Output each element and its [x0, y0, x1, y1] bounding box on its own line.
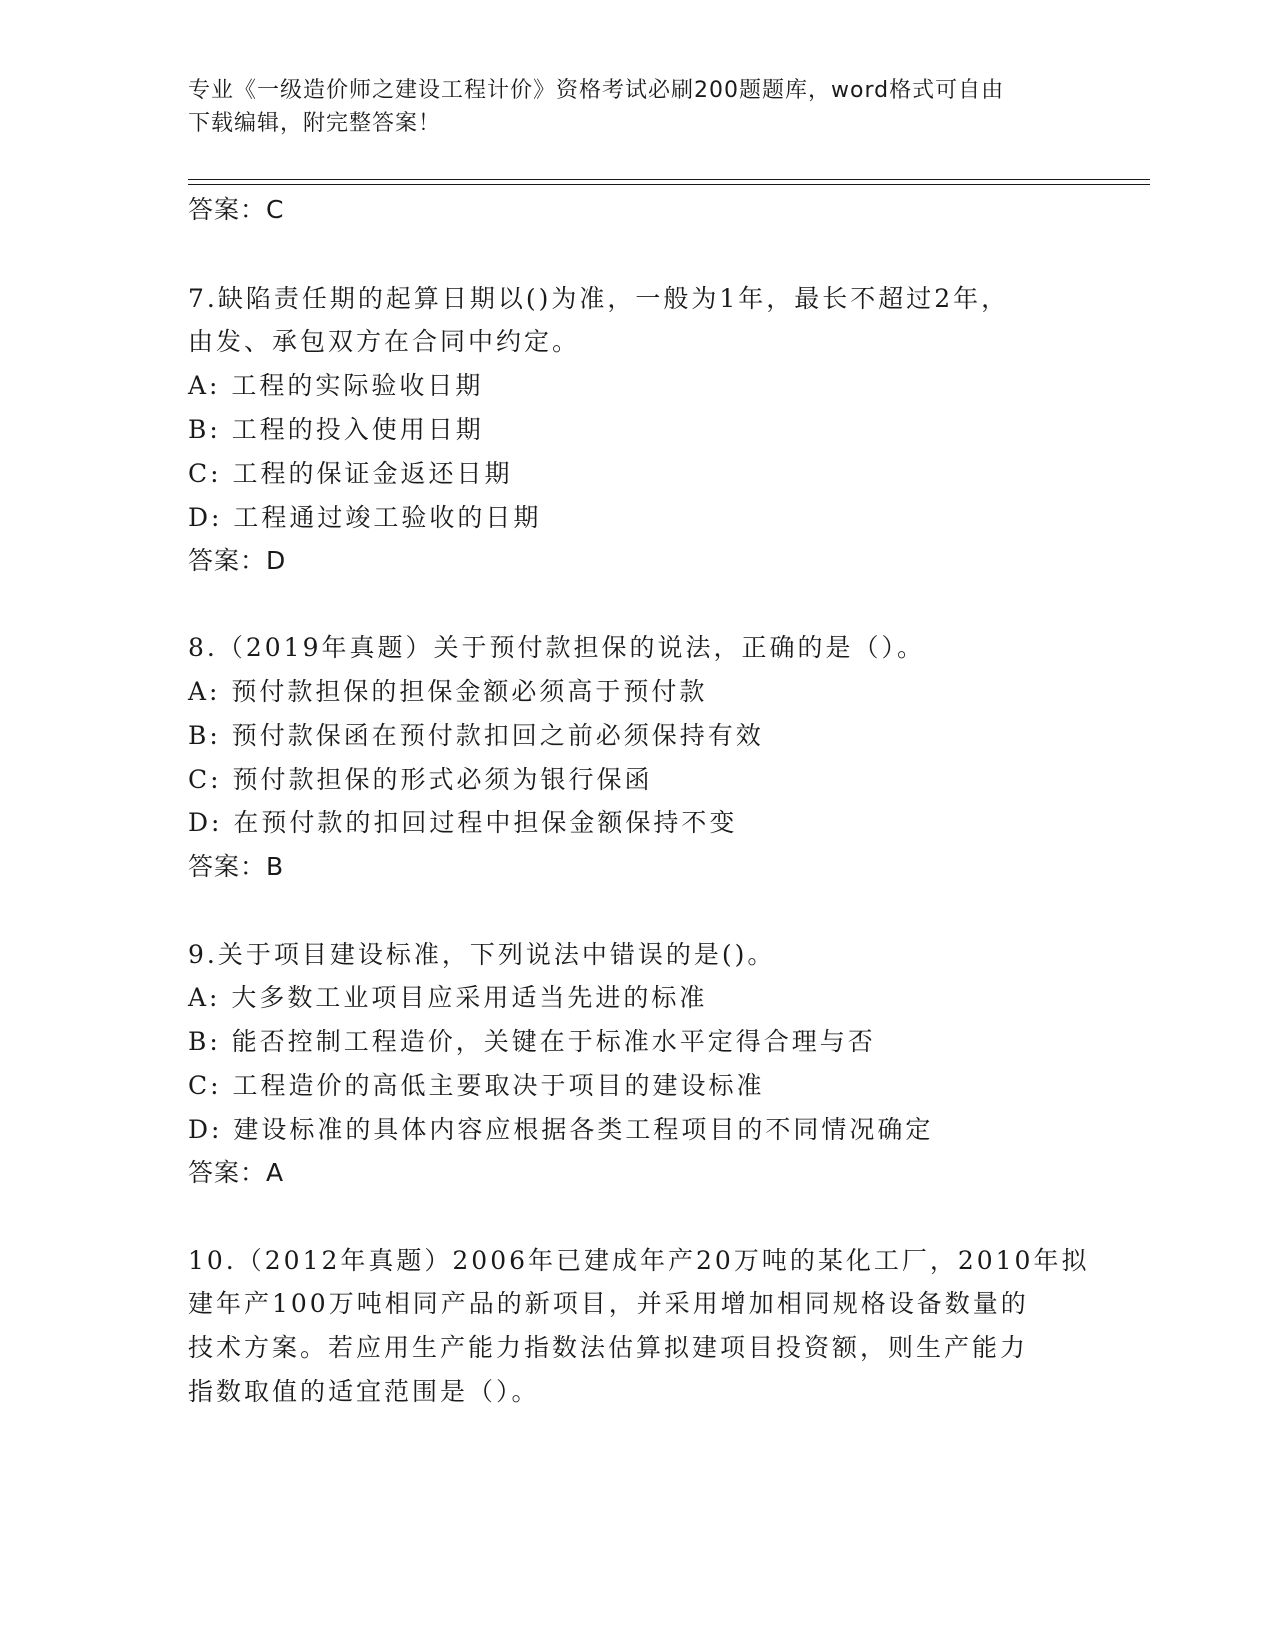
question-8-option-a: A: 预付款担保的担保金额必须高于预付款 [188, 677, 708, 706]
question-9-option-d: D: 建设标准的具体内容应根据各类工程项目的不同情况确定 [188, 1115, 934, 1144]
question-10-stem-line-1: 10.（2012年真题）2006年已建成年产20万吨的某化工厂，2010年拟 [188, 1246, 1090, 1275]
question-9-option-c: C: 工程造价的高低主要取决于项目的建设标准 [188, 1071, 765, 1100]
question-9-option-b: B: 能否控制工程造价，关键在于标准水平定得合理与否 [188, 1027, 876, 1056]
question-8-option-c: C: 预付款担保的形式必须为银行保函 [188, 765, 653, 794]
question-8-option-b: B: 预付款保函在预付款扣回之前必须保持有效 [188, 721, 764, 750]
question-9-stem-line-1: 9.关于项目建设标准，下列说法中错误的是()。 [188, 940, 776, 969]
page-header [188, 74, 1088, 140]
question-7-answer: 答案：D [188, 546, 287, 575]
question-9-option-a: A: 大多数工业项目应采用适当先进的标准 [188, 983, 708, 1012]
question-10-stem-line-2: 建年产100万吨相同产品的新项目，并采用增加相同规格设备数量的 [188, 1289, 1029, 1318]
header-line-2: 下载编辑，附完整答案！ [188, 111, 442, 136]
question-9-answer: 答案：A [188, 1158, 285, 1187]
header-rule-bottom [188, 184, 1150, 185]
question-8-stem-line-1: 8.（2019年真题）关于预付款担保的说法，正确的是（）。 [188, 633, 925, 662]
header-rule-top [188, 179, 1150, 180]
question-10-stem-line-3: 技术方案。若应用生产能力指数法估算拟建项目投资额，则生产能力 [188, 1333, 1029, 1362]
question-7-option-d: D: 工程通过竣工验收的日期 [188, 503, 542, 532]
question-7-option-b: B: 工程的投入使用日期 [188, 415, 484, 444]
question-8-answer: 答案：B [188, 852, 285, 881]
previous-answer: 答案：C [188, 195, 285, 224]
header-line-1: 专业《一级造价师之建设工程计价》资格考试必刷200题题库，word格式可自由 [188, 78, 1005, 103]
question-8-option-d: D: 在预付款的扣回过程中担保金额保持不变 [188, 808, 738, 837]
question-7-option-c: C: 工程的保证金返还日期 [188, 459, 513, 488]
question-7-stem-line-2: 由发、承包双方在合同中约定。 [188, 327, 581, 356]
question-7-stem-line-1: 7.缺陷责任期的起算日期以()为准，一般为1年，最长不超过2年， [188, 284, 1010, 313]
question-7-option-a: A: 工程的实际验收日期 [188, 371, 484, 400]
question-10-stem-line-4: 指数取值的适宜范围是（）。 [188, 1377, 540, 1406]
